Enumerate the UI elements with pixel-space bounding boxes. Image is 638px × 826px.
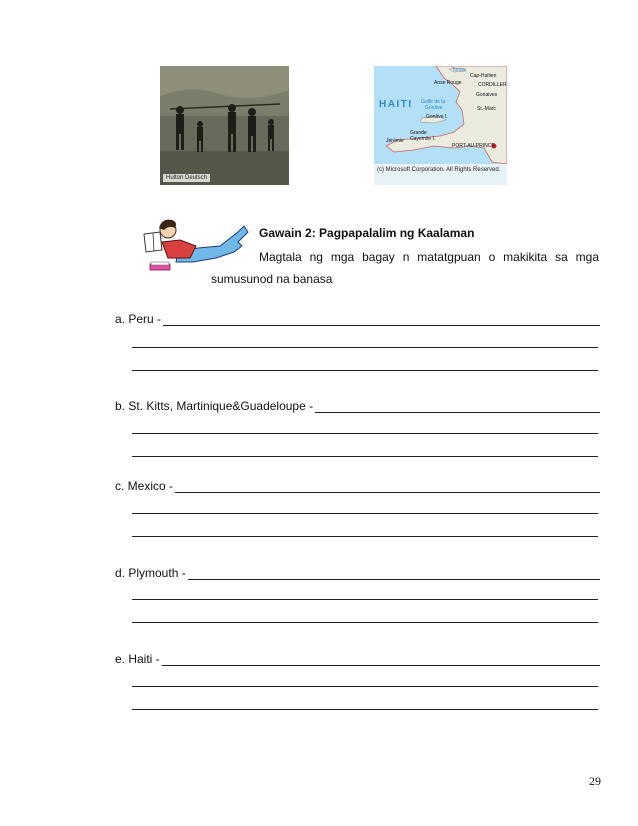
question-peru (115, 311, 600, 326)
answer-blank[interactable] (188, 568, 600, 580)
map-label-tortue: Tortue (452, 67, 466, 73)
child-reading-clipart (138, 212, 253, 278)
question-label: a. Peru - (115, 312, 162, 326)
photo-caption: Hulton Deutsch (163, 174, 210, 182)
map-label-grande: Grande (410, 130, 427, 136)
haiti-map (374, 66, 507, 185)
page-number: 29 (589, 774, 601, 788)
map-label-cordiller: CORDILLER (478, 82, 507, 88)
question-mexico (115, 478, 600, 493)
answer-line[interactable] (132, 370, 598, 371)
map-label-anse-rouge: Anse Rouge (434, 80, 462, 86)
answer-line[interactable] (132, 622, 598, 623)
walking-people-illustration (160, 66, 289, 185)
map-label-golfe: Golfe de la (421, 99, 446, 105)
map-label-cayemite: Cayemite I. (410, 136, 436, 142)
map-label-st-marc: St.-Marc (477, 106, 496, 112)
map-label-gonave: Gonâve (425, 105, 443, 111)
answer-blank[interactable] (163, 314, 600, 326)
activity-instruction-line1: Magtala ng mga bagay n matatgpuan o makikita sa mga (259, 250, 599, 264)
answer-line[interactable] (132, 709, 598, 710)
answer-line[interactable] (132, 513, 598, 514)
answer-line[interactable] (132, 433, 598, 434)
answer-line[interactable] (132, 599, 598, 600)
question-label: b. St. Kitts, Martinique&Guadeloupe - (115, 399, 314, 413)
answer-blank[interactable] (162, 654, 600, 666)
question-haiti (115, 651, 600, 666)
map-credit: (c) Microsoft Corporation. All Rights Reserved. (374, 164, 507, 185)
activity-title: Gawain 2: Pagpapalalim ng Kaalaman (259, 226, 475, 240)
answer-blank[interactable] (315, 401, 600, 413)
question-st-kitts (115, 398, 600, 413)
answer-blank[interactable] (175, 481, 600, 493)
question-plymouth (115, 565, 600, 580)
answer-line[interactable] (132, 536, 598, 537)
activity-instruction-line2: sumusunod na banasa (211, 272, 333, 286)
map-label-gonaives: Gonaives (476, 92, 498, 98)
answer-line[interactable] (132, 456, 598, 457)
question-label: e. Haiti - (115, 652, 160, 666)
answer-line[interactable] (132, 347, 598, 348)
question-label: c. Mexico - (115, 479, 174, 493)
map-label-jeremie: Jérémie (386, 138, 404, 144)
map-label-cap-haitien: Cap-Haitien (470, 73, 497, 79)
question-label: d. Plymouth - (115, 566, 186, 580)
answer-line[interactable] (132, 686, 598, 687)
map-label-port-au-prince: PORT-AU-PRINCE (452, 143, 495, 149)
historical-photo (160, 66, 289, 185)
map-title: HAITI (379, 99, 413, 110)
map-label-gonave-island: Gonâve I. (426, 114, 448, 120)
